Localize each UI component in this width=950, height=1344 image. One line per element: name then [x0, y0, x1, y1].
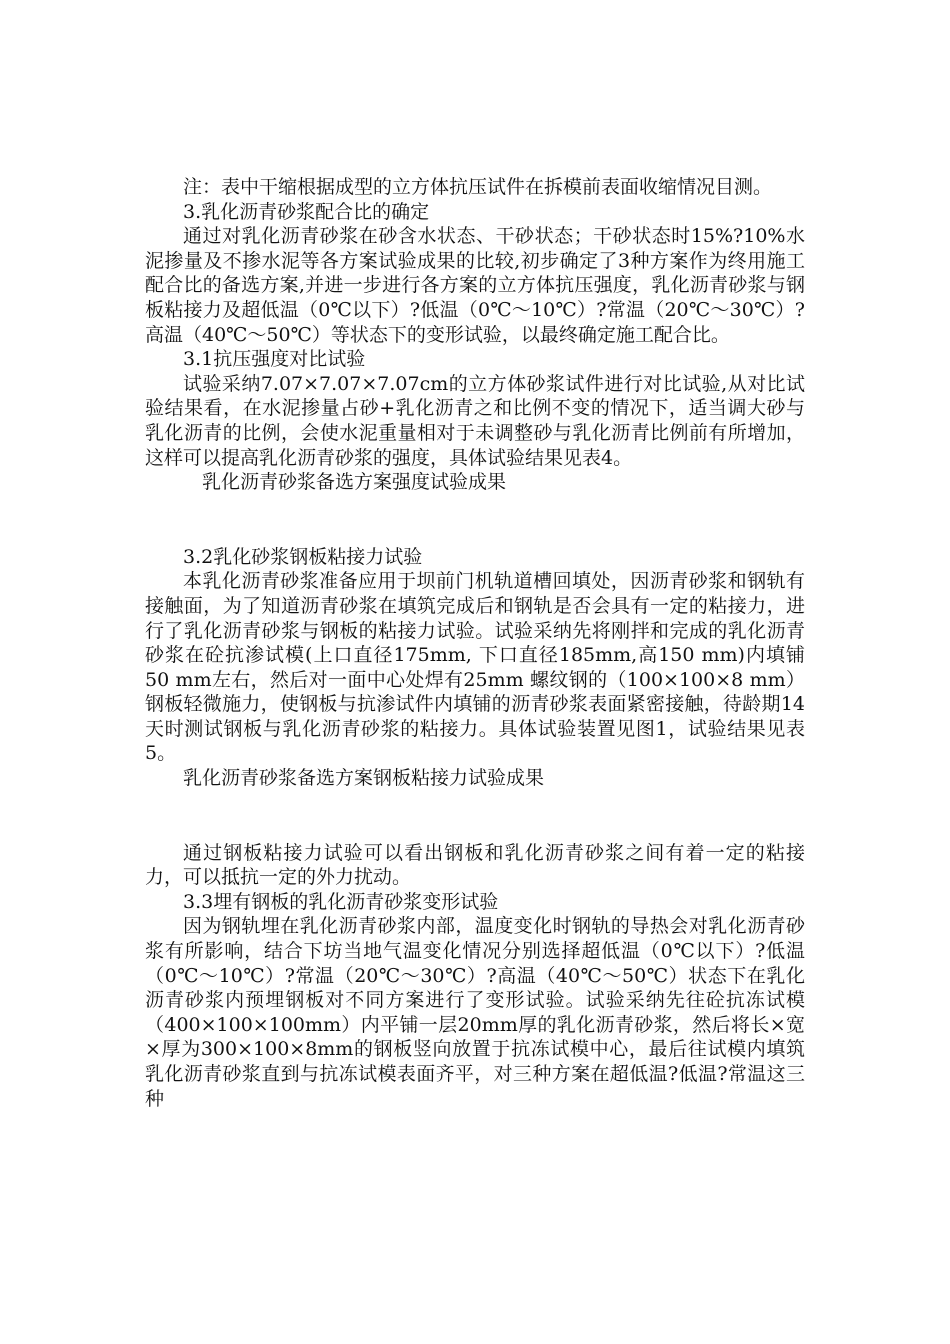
section-3-paragraph: 通过对乳化沥青砂浆在砂含水状态、干砂状态；干砂状态时15%?10%水泥掺量及不掺水泥等各方案试验成果的比较,初步确定了3种方案作为终用施工配合比的备选方案,并进一步进行各方案的立方体抗压强度，乳化沥青砂浆与钢板粘接力及超低温（0℃以下）?低温（0℃～10℃）?常温（20℃～30℃）?高温（40℃～50℃）等状态下的变形试验，以最终确定施工配合比。	[145, 225, 805, 346]
section-3-2-conclusion: 通过钢板粘接力试验可以看出钢板和乳化沥青砂浆之间有着一定的粘接力，可以抵抗一定的外力扰动。	[145, 841, 805, 889]
section-3-2-heading: 3.2乳化砂浆钢板粘接力试验	[183, 545, 423, 568]
section-3-1-paragraph: 试验采纳7.07×7.07×7.07cm的立方体砂浆试件进行对比试验,从对比试验结果看，在水泥掺量占砂+乳化沥青之和比例不变的情况下，适当调大砂与乳化沥青的比例，会使水泥重量相对于未调整砂与乳化沥青比例前有所增加，这样可以提高乳化沥青砂浆的强度，具体试验结果见表4。	[145, 372, 805, 469]
table-4-caption: 乳化沥青砂浆备选方案强度试验成果	[202, 471, 507, 494]
table-5-gap	[145, 791, 805, 841]
section-3-3-heading: 3.3埋有钢板的乳化沥青砂浆变形试验	[183, 890, 499, 913]
table-5-caption: 乳化沥青砂浆备选方案钢板粘接力试验成果	[183, 767, 545, 790]
section-3-heading: 3.乳化沥青砂浆配合比的确定	[183, 200, 430, 223]
document-body	[145, 175, 805, 1111]
section-3-2-paragraph: 本乳化沥青砂浆准备应用于坝前门机轨道槽回填处，因沥青砂浆和钢轨有接触面，为了知道沥青砂浆在填筑完成后和钢轨是否会具有一定的粘接力，进行了乳化沥青砂浆与钢板的粘接力试验。试验采纳先将刚拌和完成的乳化沥青砂浆在砼抗渗试模(上口直径175mm, 下口直径185mm,高150 mm)内填铺50 mm左右，然后对一面中心处焊有25mm 螺纹钢的（100×100×8 mm）钢板轻微施力，使钢板与抗渗试件内填铺的沥青砂浆表面紧密接触，待龄期14天时测试钢板与乳化沥青砂浆的粘接力。具体试验装置见图1，试验结果见表5。	[145, 570, 805, 765]
table-4-gap	[145, 495, 805, 545]
section-3-1-heading: 3.1抗压强度对比试验	[183, 348, 366, 371]
table-note: 注：表中干缩根据成型的立方体抗压试件在拆模前表面收缩情况目测。	[183, 176, 773, 198]
section-3-3-paragraph: 因为钢轨埋在乳化沥青砂浆内部，温度变化时钢轨的导热会对乳化沥青砂浆有所影响，结合下坊当地气温变化情况分别选择超低温（0℃以下）?低温（0℃～10℃）?常温（20℃～30℃）?高温（40℃～50℃）状态下在乳化沥青砂浆内预埋钢板对不同方案进行了变形试验。试验采纳先往砼抗冻试模（400×100×100mm）内平铺一层20mm厚的乳化沥青砂浆，然后将长×宽×厚为300×100×8mm的钢板竖向放置于抗冻试模中心，最后往试模内填筑乳化沥青砂浆直到与抗冻试模表面齐平，对三种方案在超低温?低温?常温这三种	[145, 915, 805, 1110]
